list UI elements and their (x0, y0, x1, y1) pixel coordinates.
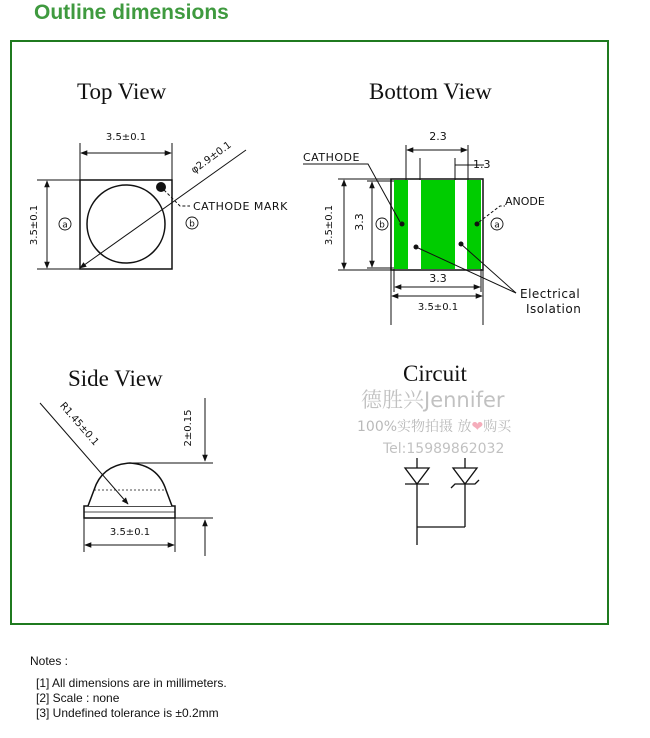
led-diode-icon (405, 468, 429, 484)
bottom-inner-width-dimension: 3.3 (429, 272, 447, 285)
circuit-title: Circuit (403, 361, 467, 386)
bottom-marker-a-label: a (494, 220, 500, 231)
top-marker-a-label: a (62, 220, 68, 231)
watermark-line3: Tel:15989862032 (383, 441, 505, 457)
cathode-mark-label: CATHODE MARK (193, 200, 288, 213)
zener-diode-icon (453, 468, 477, 484)
watermark (357, 388, 512, 457)
bottom-height-dimension: 3.5±0.1 (324, 204, 335, 246)
anode-label: ANODE (505, 195, 545, 208)
isolation-label-line1: Electrical (520, 287, 581, 301)
radius-dimension: R1.45±0.1 (57, 400, 101, 449)
watermark-line1: 德胜兴Jennifer (361, 388, 505, 412)
bottom-width-dimension: 3.5±0.1 (417, 302, 459, 313)
pad-width-dimension: 1.3 (473, 158, 491, 171)
side-view (40, 366, 213, 556)
thermal-pad (421, 180, 455, 269)
side-view-title: Side View (68, 366, 163, 391)
bottom-marker-b-label: b (379, 220, 385, 231)
top-width-dimension: 3.5±0.1 (105, 132, 147, 143)
note-item: [1] All dimensions are in millimeters. (36, 676, 227, 690)
side-height-dimension: 2±0.15 (183, 409, 194, 447)
bottom-view-title: Bottom View (369, 79, 492, 104)
drawing-frame (11, 41, 608, 624)
notes-title: Notes : (30, 654, 69, 668)
radius-leader (40, 400, 128, 504)
side-view-dome (88, 463, 172, 506)
note-item: [2] Scale : none (36, 691, 120, 705)
top-view-title: Top View (77, 79, 167, 104)
bottom-inner-height-dimension: 3.3 (353, 213, 366, 231)
cathode-label: CATHODE (303, 151, 360, 164)
bottom-view (303, 79, 581, 325)
dome-diameter-dimension: φ2.9±0.1 (189, 139, 234, 177)
top-height-dimension: 3.5±0.1 (29, 204, 40, 246)
top-marker-b-label: b (189, 219, 195, 230)
top-view-package (80, 180, 172, 269)
cathode-leader (303, 164, 400, 222)
notes (30, 654, 227, 721)
pad-span-dimension: 2.3 (429, 130, 447, 143)
note-item: [3] Undefined tolerance is ±0.2mm (36, 706, 219, 720)
page-heading: Outline dimensions (34, 1, 229, 24)
isolation-label-line2: Isolation (526, 302, 582, 316)
top-view (29, 79, 288, 269)
watermark-line2: 100%实物拍摄 放❤购买 (357, 419, 512, 435)
side-width-dimension: 3.5±0.1 (109, 527, 151, 538)
